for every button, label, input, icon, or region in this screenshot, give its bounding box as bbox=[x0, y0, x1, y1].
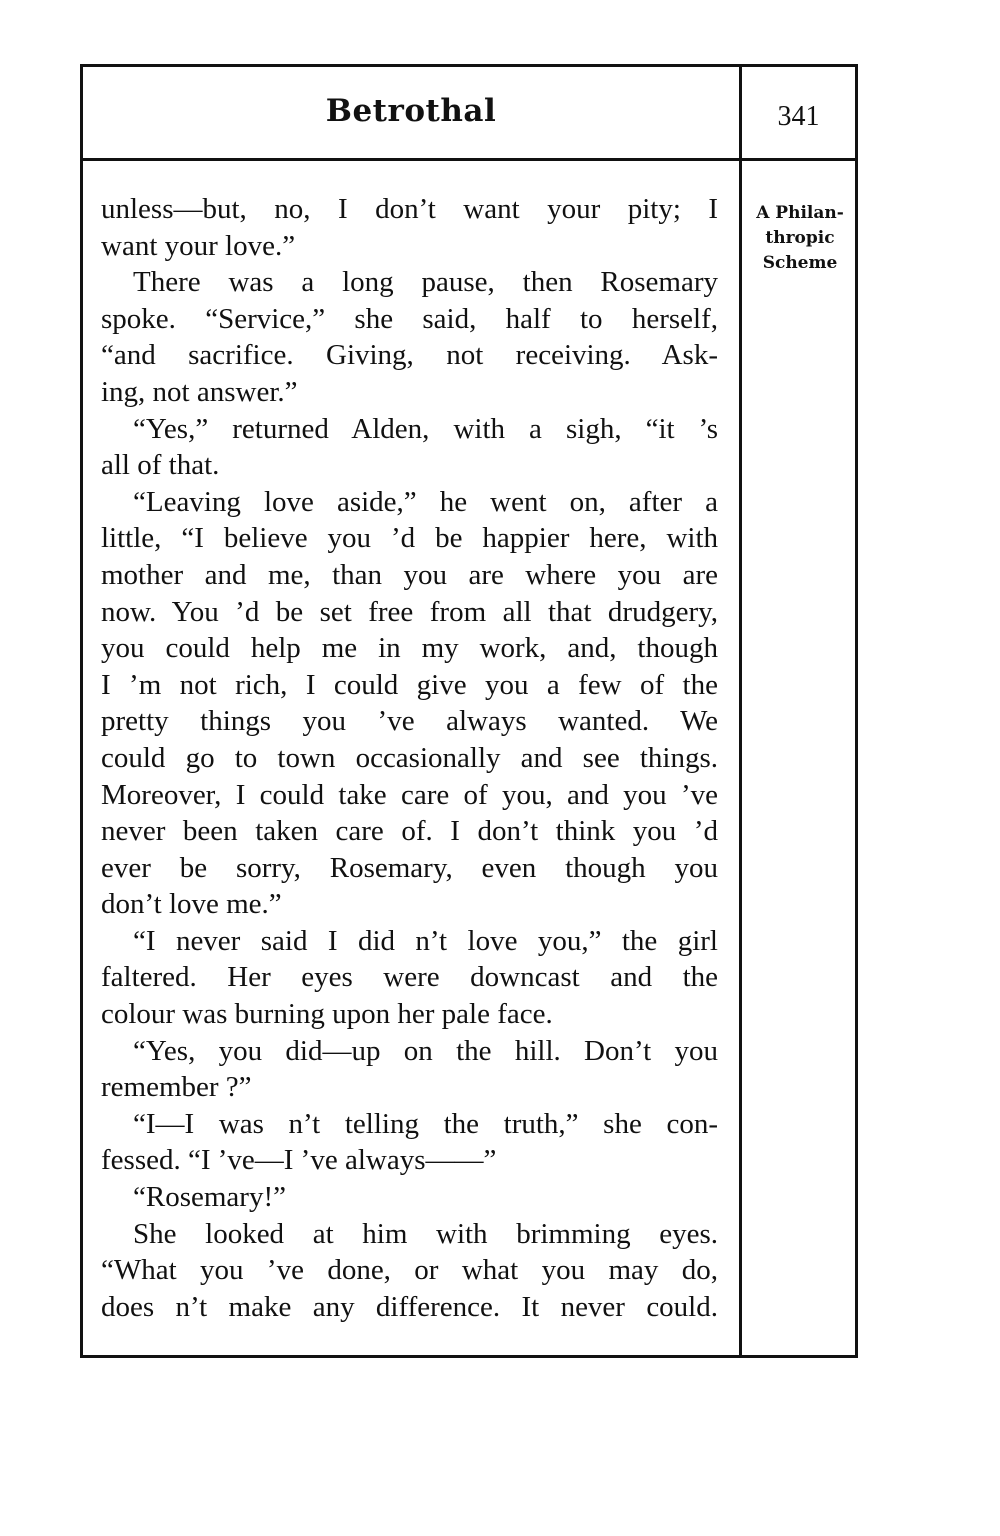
side-note-line: thropic bbox=[765, 228, 835, 248]
side-note-line: Scheme bbox=[762, 253, 838, 273]
text-line: unless—but, no, I don’t want your pity; I bbox=[101, 193, 718, 225]
text-line: There was a long pause, then Rosemary bbox=[133, 266, 718, 299]
text-line: want your love.” bbox=[101, 229, 296, 262]
text-line: could go to town occasionally and see things. bbox=[101, 741, 718, 774]
text-line: never been taken care of. I don’t think you ’d bbox=[101, 815, 718, 848]
text-line: ever be sorry, Rosemary, even though you bbox=[101, 851, 718, 884]
text-line: don’t love me.” bbox=[101, 888, 282, 921]
side-note-line: A Philan- bbox=[756, 203, 844, 223]
text-line: ing, not answer.” bbox=[101, 375, 298, 408]
header-rule bbox=[83, 158, 855, 161]
text-line: fessed. “I ’ve—I ’ve always——” bbox=[101, 1144, 497, 1177]
text-line: now. You ’d be set free from all that drudgery, bbox=[101, 595, 718, 628]
body-text bbox=[101, 191, 718, 1325]
text-line: colour was burning upon her pale face. bbox=[101, 998, 553, 1031]
text-line: does n’t make any difference. It never could. bbox=[101, 1290, 718, 1323]
text-line: faltered. Her eyes were downcast and the bbox=[101, 961, 718, 994]
text-line: “Leaving love aside,” he went on, after a bbox=[133, 485, 718, 518]
text-line: Moreover, I could take care of you, and you ’ve bbox=[101, 778, 718, 811]
text-line: “Yes,” returned Alden, with a sigh, “it ’s bbox=[133, 412, 718, 445]
margin-column-divider bbox=[739, 67, 742, 1355]
running-title: Betrothal bbox=[325, 93, 497, 129]
text-line: I ’m not rich, I could give you a few of the bbox=[101, 668, 718, 701]
text-line: little, “I believe you ’d be happier here, with bbox=[101, 522, 718, 555]
page-number: 341 bbox=[777, 101, 820, 132]
text-line: mother and me, than you are where you are bbox=[101, 558, 718, 591]
text-line: “I—I was n’t telling the truth,” she con- bbox=[133, 1107, 718, 1140]
text-line: remember ?” bbox=[101, 1071, 252, 1104]
text-line: She looked at him with brimming eyes. bbox=[133, 1217, 718, 1250]
text-line: “Yes, you did—up on the hill. Don’t you bbox=[133, 1034, 718, 1067]
text-line: you could help me in my work, and, though bbox=[101, 632, 718, 665]
text-line: “What you ’ve done, or what you may do, bbox=[101, 1254, 718, 1287]
text-line: “I never said I did n’t love you,” the girl bbox=[133, 924, 718, 957]
text-line: “and sacrifice. Giving, not receiving. Ask- bbox=[101, 339, 718, 372]
text-line: “Rosemary!” bbox=[133, 1181, 286, 1214]
text-line: spoke. “Service,” she said, half to herself, bbox=[101, 302, 718, 335]
side-note bbox=[745, 201, 855, 276]
text-line: pretty things you ’ve always wanted. We bbox=[101, 705, 718, 738]
page-frame bbox=[80, 64, 858, 1358]
text-line: all of that. bbox=[101, 449, 220, 482]
